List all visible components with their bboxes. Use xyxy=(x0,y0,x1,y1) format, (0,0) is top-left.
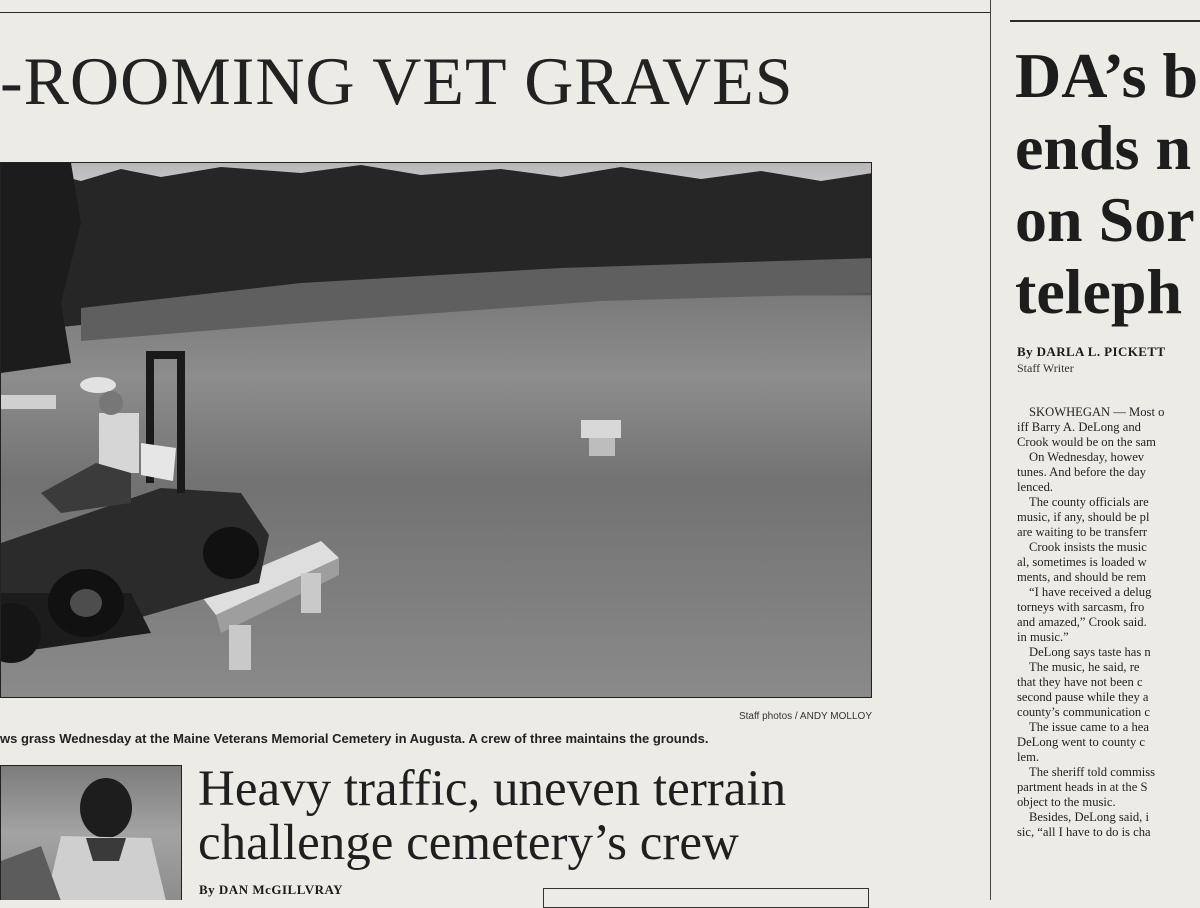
story-line: second pause while they a xyxy=(1017,690,1149,704)
story-line: that they have not been c xyxy=(1017,675,1143,689)
secondary-headline-line2: challenge cemetery’s crew xyxy=(198,815,739,871)
photo-caption: ws grass Wednesday at the Maine Veterans Memorial Cemetery in Augusta. A crew of three maintains the grounds. xyxy=(0,731,709,746)
story-line: music, if any, should be pl xyxy=(1017,510,1150,524)
main-photo-mower xyxy=(0,162,872,698)
story-line: On Wednesday, howev xyxy=(1029,450,1145,464)
right-headline-line: DA’s b xyxy=(1015,40,1199,111)
photo-credit: Staff photos / ANDY MOLLOY xyxy=(738,711,872,722)
right-headline-line: on Sor xyxy=(1015,184,1195,255)
story-line: The music, he said, re xyxy=(1029,660,1140,674)
story-line: are waiting to be transferr xyxy=(1017,525,1148,539)
small-photo-illustration xyxy=(1,766,182,900)
story-line: SKOWHEGAN — Most o xyxy=(1029,405,1165,419)
story-line: lenced. xyxy=(1017,480,1054,494)
story-line: Besides, DeLong said, i xyxy=(1029,810,1149,824)
main-headline: -ROOMING VET GRAVES xyxy=(0,43,794,119)
right-headline xyxy=(1015,40,1200,328)
byline-left: By DAN McGILLVRAY xyxy=(199,882,344,897)
story-line: DeLong says taste has n xyxy=(1029,645,1151,659)
sidebar-box xyxy=(543,888,869,908)
story-line: The county officials are xyxy=(1029,495,1149,509)
story-line: The sheriff told commiss xyxy=(1029,765,1156,779)
story-line: lem. xyxy=(1017,750,1040,764)
top-rule-right xyxy=(1010,20,1200,22)
story-line: ments, and should be rem xyxy=(1017,570,1147,584)
right-headline-line: teleph xyxy=(1015,256,1183,327)
story-line: partment heads in at the S xyxy=(1017,780,1148,794)
story-line: and amazed,” Crook said. xyxy=(1017,615,1147,629)
story-line: The issue came to a hea xyxy=(1029,720,1149,734)
story-line: Crook insists the music xyxy=(1029,540,1147,554)
story-line: “I have received a delug xyxy=(1029,585,1152,599)
story-body xyxy=(1017,405,1200,900)
story-line: tunes. And before the day xyxy=(1017,465,1147,479)
story-line: DeLong went to county c xyxy=(1017,735,1146,749)
story-line: sic, “all I have to do is cha xyxy=(1017,825,1151,839)
byline-title: Staff Writer xyxy=(1017,361,1074,375)
story-line: torneys with sarcasm, fro xyxy=(1017,600,1145,614)
photo-illustration xyxy=(1,163,872,698)
story-line: iff Barry A. DeLong and xyxy=(1017,420,1141,434)
top-rule-left xyxy=(0,12,990,13)
column-divider xyxy=(990,0,991,900)
story-line: Crook would be on the sam xyxy=(1017,435,1156,449)
secondary-headline xyxy=(198,762,898,870)
secondary-headline-line1: Heavy traffic, uneven terrain xyxy=(198,761,787,817)
right-headline-line: ends n xyxy=(1015,112,1192,183)
story-line: county’s communication c xyxy=(1017,705,1150,719)
story-line: in music.” xyxy=(1017,630,1069,644)
story-line: object to the music. xyxy=(1017,795,1116,809)
byline-right: By DARLA L. PICKETT xyxy=(1017,344,1166,359)
story-line: al, sometimes is loaded w xyxy=(1017,555,1147,569)
small-photo-worker xyxy=(0,765,182,900)
